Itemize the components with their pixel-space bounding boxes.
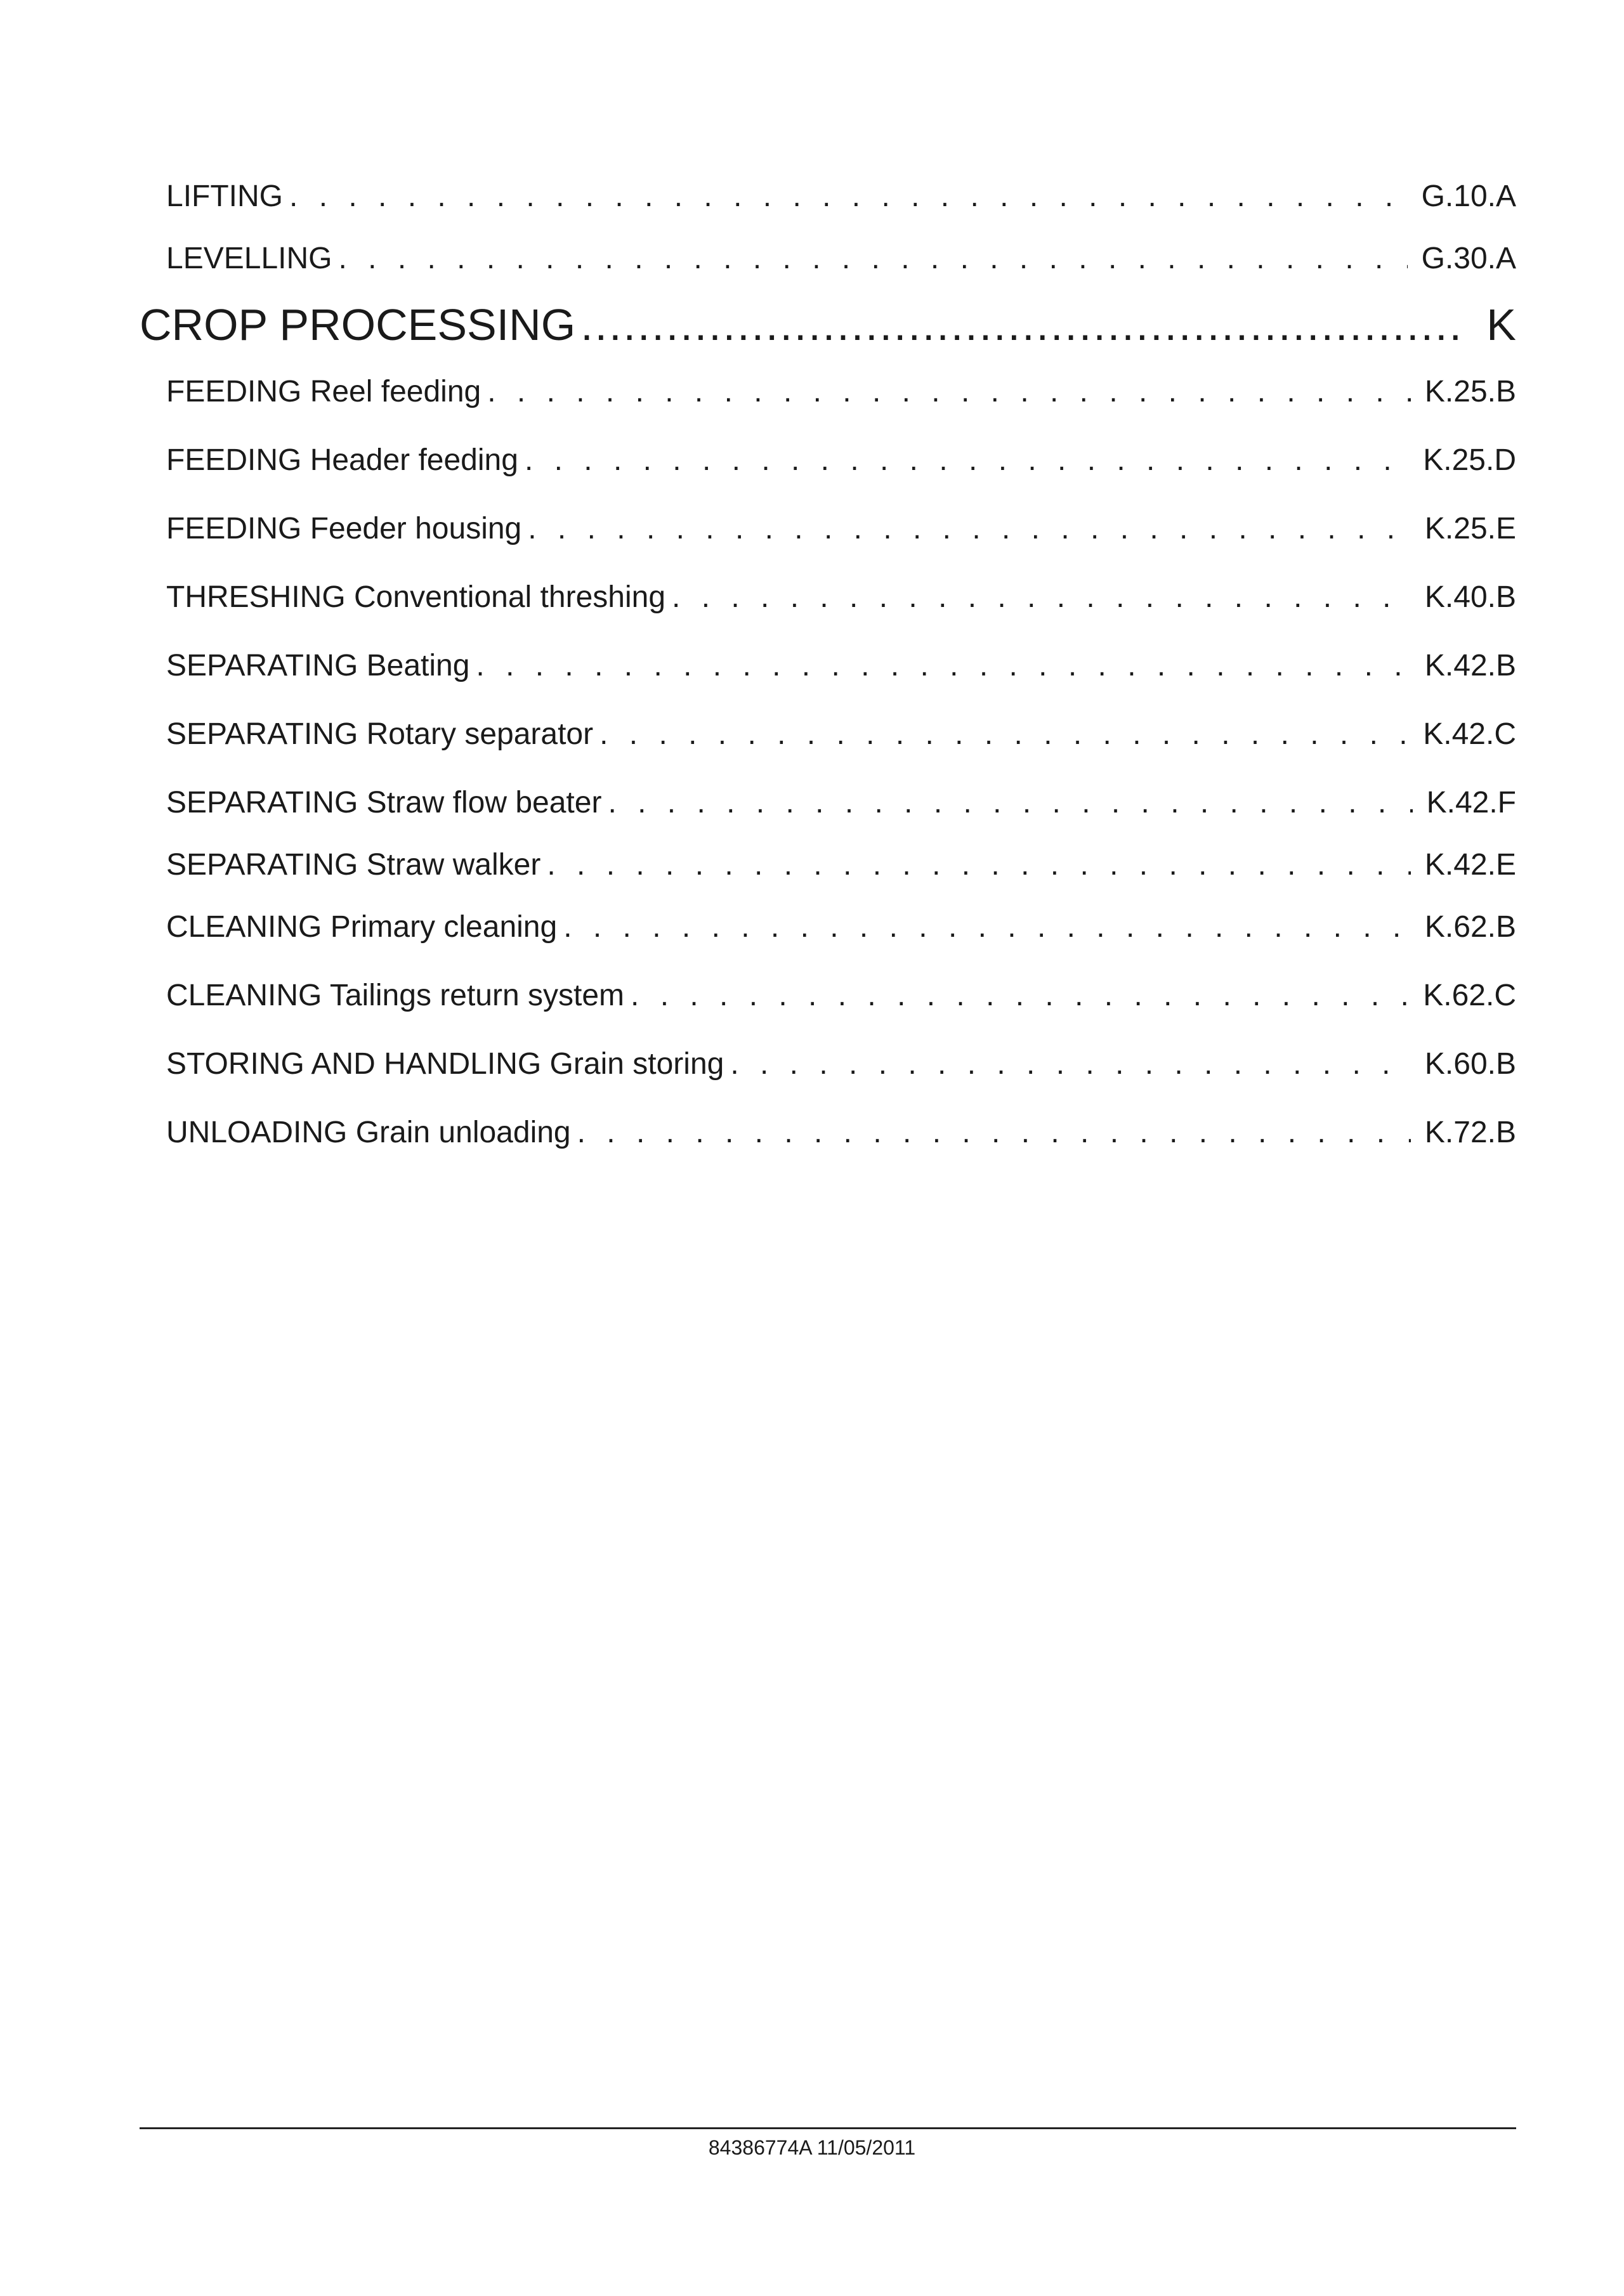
toc-entry-tailings-return-system[interactable] (166, 975, 1516, 1016)
toc-entry-label: FEEDING Reel feeding (166, 375, 481, 408)
dot-leader (547, 845, 1411, 885)
toc-entry-code: K.62.C (1423, 979, 1516, 1012)
dot-leader (563, 907, 1411, 948)
dot-leader (672, 577, 1411, 618)
toc-entry-label: SEPARATING Beating (166, 649, 470, 682)
toc-entry-code: K.42.B (1424, 649, 1516, 682)
toc-entry-lifting[interactable] (166, 176, 1516, 217)
dot-leader (577, 1112, 1411, 1153)
dot-leader (631, 975, 1409, 1016)
toc-entry-conventional-threshing[interactable] (166, 577, 1516, 618)
toc-entry-label: STORING AND HANDLING Grain storing (166, 1047, 724, 1081)
toc-entry-code: K.25.D (1423, 443, 1516, 477)
toc-chapter-crop-processing[interactable] (140, 296, 1516, 353)
toc-entry-code: K.25.B (1424, 375, 1516, 408)
toc-entry-label: CLEANING Tailings return system (166, 979, 625, 1012)
toc-entry-label: UNLOADING Grain unloading (166, 1116, 571, 1149)
footer-divider (140, 2127, 1516, 2129)
toc-entry-label: LEVELLING (166, 242, 332, 275)
toc-entry-code: K.72.B (1424, 1116, 1516, 1149)
toc-entry-straw-flow-beater[interactable] (166, 783, 1516, 823)
footer-document-id: 84386774A 11/05/2011 (708, 2136, 916, 2159)
toc-entry-header-feeding[interactable] (166, 440, 1516, 481)
toc-entry-feeder-housing[interactable] (166, 509, 1516, 549)
dot-leader (599, 714, 1409, 755)
toc-entry-straw-walker[interactable] (166, 845, 1516, 885)
toc-entry-code: K.42.C (1423, 717, 1516, 751)
toc-entry-label: SEPARATING Rotary separator (166, 717, 594, 751)
toc-entry-code: G.30.A (1421, 242, 1516, 275)
toc-entry-label: SEPARATING Straw flow beater (166, 786, 602, 819)
dot-leader (289, 176, 1408, 217)
toc-entry-beating[interactable] (166, 646, 1516, 686)
toc-entry-label: FEEDING Feeder housing (166, 512, 522, 545)
toc-entry-label: CLEANING Primary cleaning (166, 910, 558, 944)
toc-chapter-code: K (1486, 300, 1516, 349)
toc-entry-code: G.10.A (1421, 179, 1516, 213)
toc-entry-code: K.42.E (1424, 848, 1516, 882)
toc-entry-code: K.25.E (1424, 512, 1516, 545)
toc-entry-code: K.40.B (1424, 580, 1516, 614)
toc-entry-code: K.60.B (1424, 1047, 1516, 1081)
toc-entry-grain-unloading[interactable] (166, 1112, 1516, 1153)
dot-leader (730, 1044, 1411, 1085)
toc-entry-label: SEPARATING Straw walker (166, 848, 541, 882)
dot-leader (528, 509, 1411, 549)
toc-entry-levelling[interactable] (166, 238, 1516, 279)
toc-entry-primary-cleaning[interactable] (166, 907, 1516, 948)
toc-entry-code: K.42.F (1426, 786, 1516, 819)
dot-leader (476, 646, 1411, 686)
toc-entry-label: THRESHING Conventional threshing (166, 580, 666, 614)
toc-chapter-label: CROP PROCESSING (140, 300, 576, 349)
toc-entry-rotary-separator[interactable] (166, 714, 1516, 755)
dot-leader (608, 783, 1412, 823)
dot-leader (525, 440, 1409, 481)
dot-leader (338, 238, 1407, 279)
toc-entry-grain-storing[interactable] (166, 1044, 1516, 1085)
toc-entry-code: K.62.B (1424, 910, 1516, 944)
toc-entry-label: LIFTING (166, 179, 284, 213)
toc-entry-reel-feeding[interactable] (166, 372, 1516, 412)
dot-leader (580, 296, 1467, 353)
dot-leader (487, 372, 1411, 412)
toc-entry-label: FEEDING Header feeding (166, 443, 518, 477)
